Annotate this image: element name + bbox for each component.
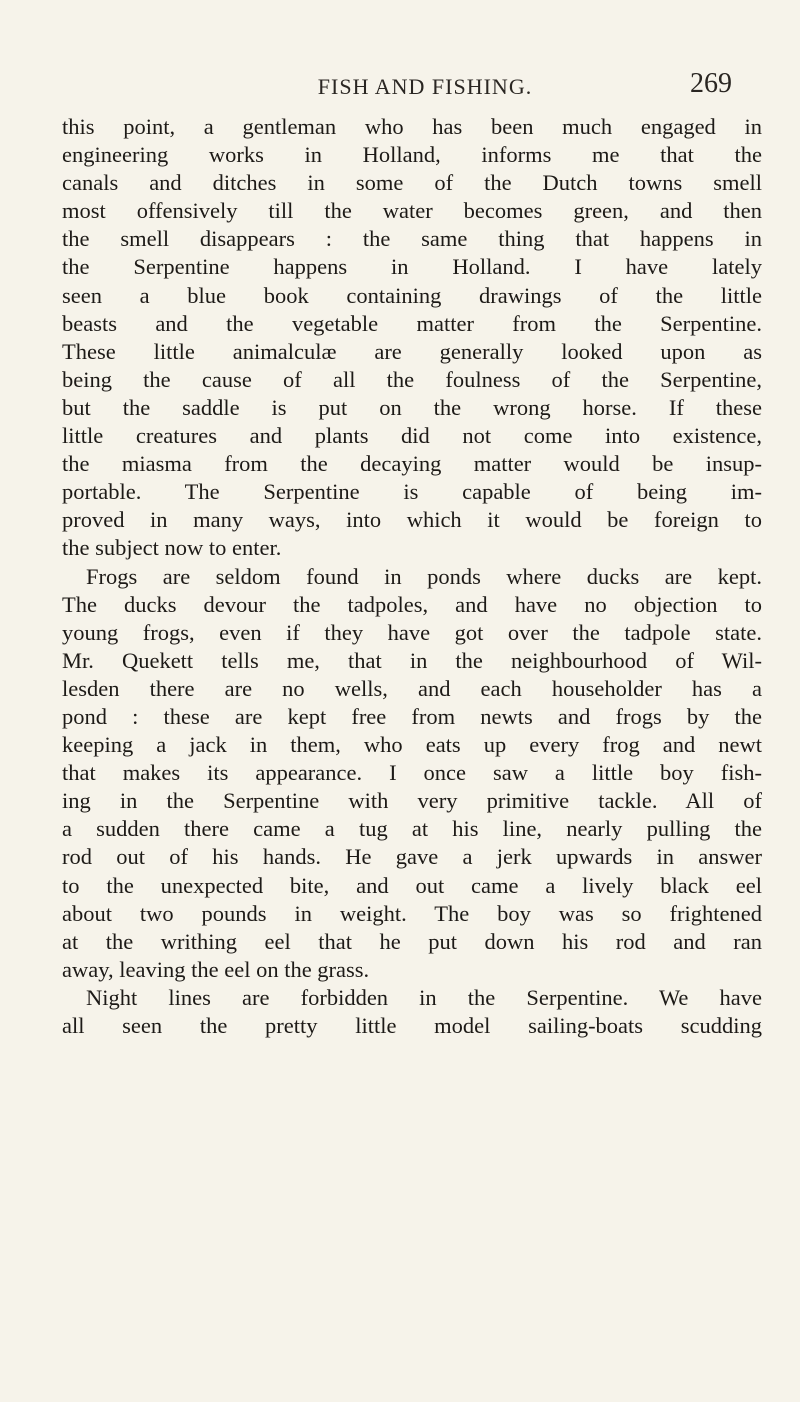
text-line: pond : these are kept free from newts and frogs by the <box>62 703 762 729</box>
text-line: Mr. Quekett tells me, that in the neighbourhood of Wil- <box>62 647 762 673</box>
text-line: These little animalculæ are generally looked upon as <box>62 338 762 364</box>
text-line: a sudden there came a tug at his line, nearly pulling the <box>62 816 762 842</box>
text-line: keeping a jack in them, who eats up every frog and newt <box>62 732 762 758</box>
text-line: canals and ditches in some of the Dutch towns smell <box>62 170 762 196</box>
page-number: 269 <box>690 68 732 99</box>
text-line: lesden there are no wells, and each householder has a <box>62 675 762 701</box>
text-line: rod out of his hands. He gave a jerk upwards in answer <box>62 844 762 870</box>
text-line: seen a blue book containing drawings of the little <box>62 282 762 308</box>
text-line: the Serpentine happens in Holland. I have lately <box>62 254 762 280</box>
text-line: that makes its appearance. I once saw a little boy fish- <box>62 760 762 786</box>
running-title: FISH AND FISHING. <box>317 74 533 99</box>
text-line: most offensively till the water becomes green, and then <box>62 198 762 224</box>
paragraph-start-line: Night lines are forbidden in the Serpentine. We have <box>86 984 762 1010</box>
text-line: being the cause of all the foulness of the Serpentine, <box>62 366 762 392</box>
text-line: at the writhing eel that he put down his rod and ran <box>62 928 762 954</box>
text-line: ing in the Serpentine with very primitive tackle. All of <box>62 788 762 814</box>
paragraph-end-line: the subject now to enter. <box>62 535 282 561</box>
text-line: proved in many ways, into which it would be foreign to <box>62 507 762 533</box>
text-line: little creatures and plants did not come into existence, <box>62 423 762 449</box>
text-line: engineering works in Holland, informs me that the <box>62 142 762 168</box>
text-line: but the saddle is put on the wrong horse. If these <box>62 394 762 420</box>
text-line: young frogs, even if they have got over the tadpole state. <box>62 619 762 645</box>
text-line: The ducks devour the tadpoles, and have no objection to <box>62 591 762 617</box>
text-line: the smell disappears : the same thing that happens in <box>62 226 762 252</box>
text-line: portable. The Serpentine is capable of being im- <box>62 479 762 505</box>
text-line: beasts and the vegetable matter from the Serpentine. <box>62 310 762 336</box>
text-line: to the unexpected bite, and out came a lively black eel <box>62 872 762 898</box>
text-line: all seen the pretty little model sailing-boats scudding <box>62 1013 762 1038</box>
text-line: this point, a gentleman who has been much engaged in <box>62 114 762 139</box>
body-text <box>62 113 762 1040</box>
text-line: the miasma from the decaying matter would be insup- <box>62 451 762 477</box>
paragraph-start-line: Frogs are seldom found in ponds where ducks are kept. <box>86 563 762 589</box>
paragraph-end-line: away, leaving the eel on the grass. <box>62 956 370 982</box>
text-line: about two pounds in weight. The boy was so frightened <box>62 900 762 926</box>
